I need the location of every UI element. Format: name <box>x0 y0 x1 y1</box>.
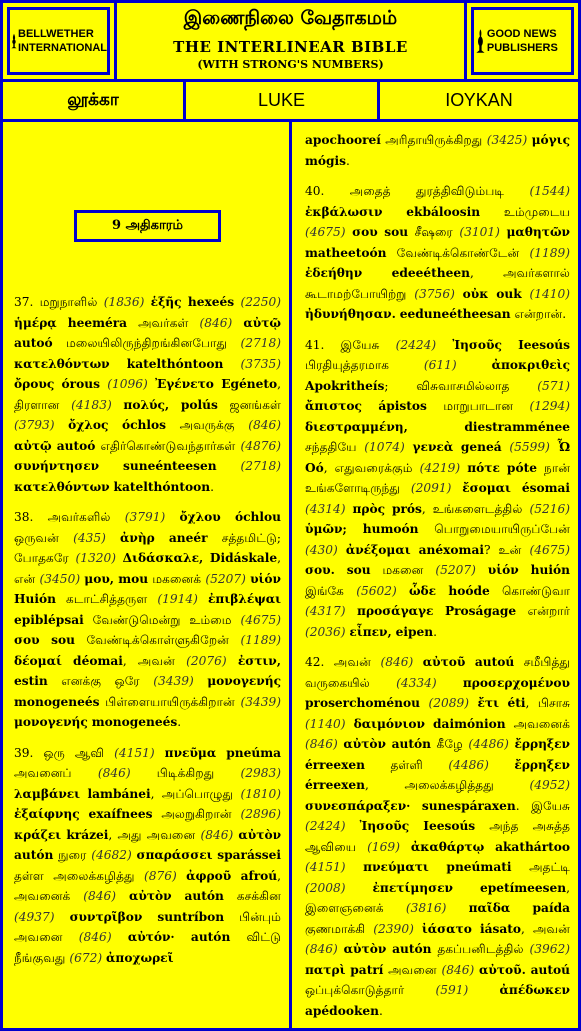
header <box>3 3 578 82</box>
good-news-logo-text: GOOD NEWS PUBLISHERS <box>486 28 558 54</box>
book-name-tamil: லூக்கா <box>3 82 186 119</box>
verse-v40: 40. அதைத் துரத்திவிடும்படி (1544) ἐκβάλωσιν ekbáloosin உம்முடைய (4675) σου sou சீஷரை (3101) μαθητῶν matheetoón வேண்டிக்கொண்டேன் (1189) ἐδεήθην edeeétheen, அவர்களால் கூடாமற்போயிற்று (3756) οὐκ ouk (1410) ἠδυνήθησαν. eeduneétheesan என்றான். <box>305 184 571 321</box>
title-block <box>117 3 464 79</box>
right-verses <box>305 130 570 1021</box>
book-name-english: LUKE <box>186 82 380 119</box>
left-verses <box>14 292 281 968</box>
right-column <box>292 122 578 1028</box>
title-english: THE INTERLINEAR BIBLE <box>173 38 408 56</box>
left-column <box>3 122 292 1028</box>
verse-v37: 37. மறுநாளில் (1836) ἑξῆς hexeés (2250) ἡμέρᾳ heeméra அவர்கள் (846) αὐτῷ autoó மலையிலிருந்திறங்கினபோது (2718) κατελθόντων katelthóntoon (3735) ὄρους órous (1096) Ἐγένετο Egéneto, திரளான (4183) πολύς, polús ஜனங்கள் (3793) ὄχλος óchlos அவருக்கு (846) αὐτῷ autoó எதிர்கொண்டுவந்தார்கள் (4876) συνήντησεν suneénteesen (2718) κατελθόντων katelthóntoon. <box>14 295 282 494</box>
chapter-heading: 9 அதிகாரம் <box>74 210 221 242</box>
good-news-icon <box>474 19 487 63</box>
good-news-logo[interactable] <box>464 3 578 79</box>
verse-v42: 42. அவன் (846) αὐτοῦ autoú சமீபித்து வருகையில் (4334) προσερχομένου proserchoménou (2089) ἔτι éti, பிசாசு (1140) δαιμόνιον daimónion அவனைக் (846) αὐτὸν autón கீழே (4486) ἔρρηξεν érreexen தள்ளி (4486) ἔρρηξεν érreexen, அலைக்கழித்தது (4952) συνεσπάραξεν· sunespáraxen. இயேசு (2424) Ἰησοῦς Ieesoús அந்த அசுத்த ஆவியை (169) ἀκαθάρτῳ akathártoo (4151) πνεύματι pneúmati அதட்டி (2008) ἐπετίμησεν epetímeesen, இளைஞனைக் (3816) παῖδα paída குணமாக்கி (2390) ἰάσατο iásato, அவன் (846) αὐτὸν autón தகப்பனிடத்தில் (3962) πατρὶ patrí அவனை (846) αὐτοῦ. autoú ஒப்புக்கொடுத்தார் (591) ἀπέδωκεν apédooken. <box>305 655 571 1018</box>
subtitle: (WITH STRONG'S NUMBERS) <box>197 58 384 71</box>
book-bar <box>3 82 578 122</box>
bellwether-logo-text: BELLWETHER INTERNATIONAL <box>18 28 108 54</box>
verse-v39: 39. ஒரு ஆவி (4151) πνεῦμα pneúma அவனைப் (846) பிடிக்கிறது (2983) λαμβάνει lambánei, அப்பொழுது (1810) ἐξαίφνης exaífnees அலறுகிறான் (2896) κράζει krázei, அது அவனை (846) αὐτὸν autón நுரை (4682) σπαράσσει sparássei தள்ள அலைக்கழித்து (876) ἀφροῦ afroú, அவனைக் (846) αὐτὸν autón கசக்கின (4937) συντρῖβον suntríbon பின்பும் அவனை (846) αὐτόν· autón விட்டு நீங்குவது (672) ἀποχωρεῖ <box>14 745 282 965</box>
verse-v39b: apochooreí அரிதாயிருக்கிறது (3425) μόγις mógis. <box>305 133 570 168</box>
bellwether-logo[interactable] <box>3 3 117 79</box>
verse-v38: 38. அவர்களில் (3791) ὄχλου óchlou ஒருவன் (435) ἀνὴρ aneér சத்தமிட்டு; போதகரே (1320) Διδάσκαλε, Didáskale, என் (3450) μου, mou மகனைக் (5207) υἱόν Huión கடாட்சித்தருள (1914) ἐπιβλέψαι epiblépsai வேண்டுமென்று உம்மை (4675) σου sou வேண்டிக்கொள்ளுகிறேன் (1189) δέομαί déomai, அவன் (2076) ἐστιν, estin எனக்கு ஒரே (3439) μονογενής monogeneés பிள்ளையாயிருக்கிறான் (3439) μονογενής monogeneés. <box>14 510 282 729</box>
bellwether-icon <box>10 19 18 63</box>
book-name-greek: ΙΟΥΚΑΝ <box>445 90 513 110</box>
title-tamil: இணைநிலை வேதாகமம் <box>183 7 398 29</box>
verse-v41: 41. இயேசு (2424) Ἰησοῦς Ieesoús பிரதியுத்தரமாக (611) ἀποκριθεὶς Apokritheís; விசுவாசமில்லாத (571) ἄπιστος ápistos மாறுபாடான (1294) διεστραμμένη, diestramménee சந்ததியே (1074) γενεὰ geneá (5599) Ὦ Oó, எதுவரைக்கும் (4219) πότε póte நான் உங்களோடிருந்து (2091) ἔσομαι ésomai (4314) πρὸς prós, உங்களைடத்தில் (5216) ὑμῶν; humoón பொறுமையாயிருப்பேன் (430) ἀνέξομαι anéxomai? உன் (4675) σου. sou மகனை (5207) υἱόν huión இங்கே (5602) ὧδε hoóde கொண்டுவா (4317) προσάγαγε Proságage என்றார் (2036) εἶπεν, eipen. <box>305 337 571 639</box>
